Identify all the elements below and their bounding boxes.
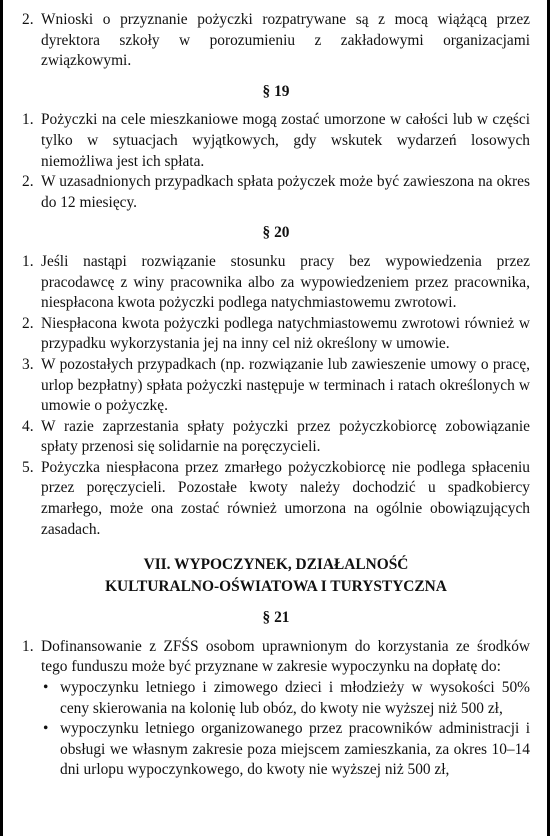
- bullet-icon: •: [43, 720, 49, 738]
- par21-item-1: [22, 637, 530, 678]
- item-number: 2.: [22, 11, 34, 28]
- item-text: Pożyczka niespłacona przez zmarłego pożyczkobiorcę nie podlega spłaceniu przez poręczycieli. Pozostałe kwoty należy dochodzić u spadkobiercy zmarłego, może ona zostać również umorzona na ogólnie obowiązujących zasadach.: [41, 458, 530, 538]
- item-number: 1.: [22, 252, 34, 270]
- item-text: W uzasadnionych przypadkach spłata pożyczek może być zawieszona na okres do 12 miesięcy.: [41, 173, 530, 211]
- item-number: 2.: [22, 173, 34, 191]
- item-number: 1.: [22, 637, 34, 655]
- par20-item-3: [22, 355, 530, 417]
- item-text: Wnioski o przyznanie pożyczki rozpatrywane są z mocą wiążącą przez dyrektora szkoły w porozumieniu z zakładowymi organizacjami związkowymi.: [41, 11, 530, 70]
- list-item: [41, 678, 530, 719]
- left-border-line: [0, 0, 3, 836]
- item-text: Pożyczki na cele mieszkaniowe mogą zostać umorzone w całości lub w części tylko w sytuacjach wyjątkowych, gdy wskutek wydarzeń losowych niemożliwa jest ich spłata.: [41, 111, 530, 170]
- document-content: [22, 10, 530, 781]
- chapter-title-line-1: VII. WYPOCZYNEK, DZIAŁALNOŚĆ: [143, 556, 409, 574]
- item-number: 2.: [22, 314, 34, 332]
- section-heading-20: § 20: [262, 224, 290, 242]
- section-heading-19: § 19: [262, 82, 290, 100]
- par20-item-4: [22, 417, 530, 458]
- item-number: 4.: [22, 417, 34, 435]
- item-text: W pozostałych przypadkach (np. rozwiązanie lub zawieszenie umowy o pracę, urlop bezpłatny) spłata pożyczki następuje w terminach i ratach określonych w umowie o pożyczkę.: [41, 355, 530, 415]
- par19-item-2: [22, 172, 530, 213]
- list-item: [41, 719, 530, 781]
- par21-bullet-list: [22, 678, 530, 781]
- item-text: Niespłacona kwota pożyczki podlega natychmiastowemu zwrotowi również w przypadku wykorzystania jej na inny cel niż określony w umowie.: [41, 314, 530, 353]
- chapter-title: [22, 554, 530, 598]
- item-text: Jeśli nastąpi rozwiązanie stosunku pracy bez wypowiedzenia przez pracodawcę z winy pracownika albo za wypowiedzeniem przez pracownika, niespłacona kwota pożyczki podlega natychmiastowemu zwrotowi.: [41, 252, 530, 312]
- item-text: W razie zaprzestania spłaty pożyczki przez pożyczkobiorcę zobowiązanie spłaty przenosi się solidarnie na poręczycieli.: [41, 417, 530, 456]
- bullet-text: wypoczynku letniego i zimowego dzieci i młodzieży w wysokości 50% ceny skierowania na kolonię lub obóz, do kwoty nie wyższej niż 500 zł,: [60, 679, 530, 717]
- bullet-icon: •: [43, 679, 49, 697]
- item-number: 1.: [22, 111, 34, 129]
- par18-item-2: [22, 10, 530, 72]
- par19-item-1: [22, 110, 530, 172]
- par20-item-5: [22, 458, 530, 540]
- chapter-title-line-2: KULTURALNO-OŚWIATOWA I TURYSTYCZNA: [105, 578, 447, 596]
- bullet-text: wypoczynku letniego organizowanego przez pracowników administracji i obsługi we własnym zakresie poza miejscem zamieszkania, za okres 10–14 dni urlopu wypoczynkowego, do kwoty nie wyższej niż 500 zł,: [60, 720, 530, 779]
- par20-item-1: [22, 252, 530, 314]
- item-number: 3.: [22, 355, 34, 373]
- item-number: 5.: [22, 458, 34, 476]
- item-text: Dofinansowanie z ZFŚS osobom uprawnionym do korzystania ze środków tego funduszu może być przyznane w zakresie wypoczynku na dopłatę do:: [41, 637, 530, 676]
- par20-item-2: [22, 314, 530, 355]
- section-heading-21: § 21: [262, 609, 290, 627]
